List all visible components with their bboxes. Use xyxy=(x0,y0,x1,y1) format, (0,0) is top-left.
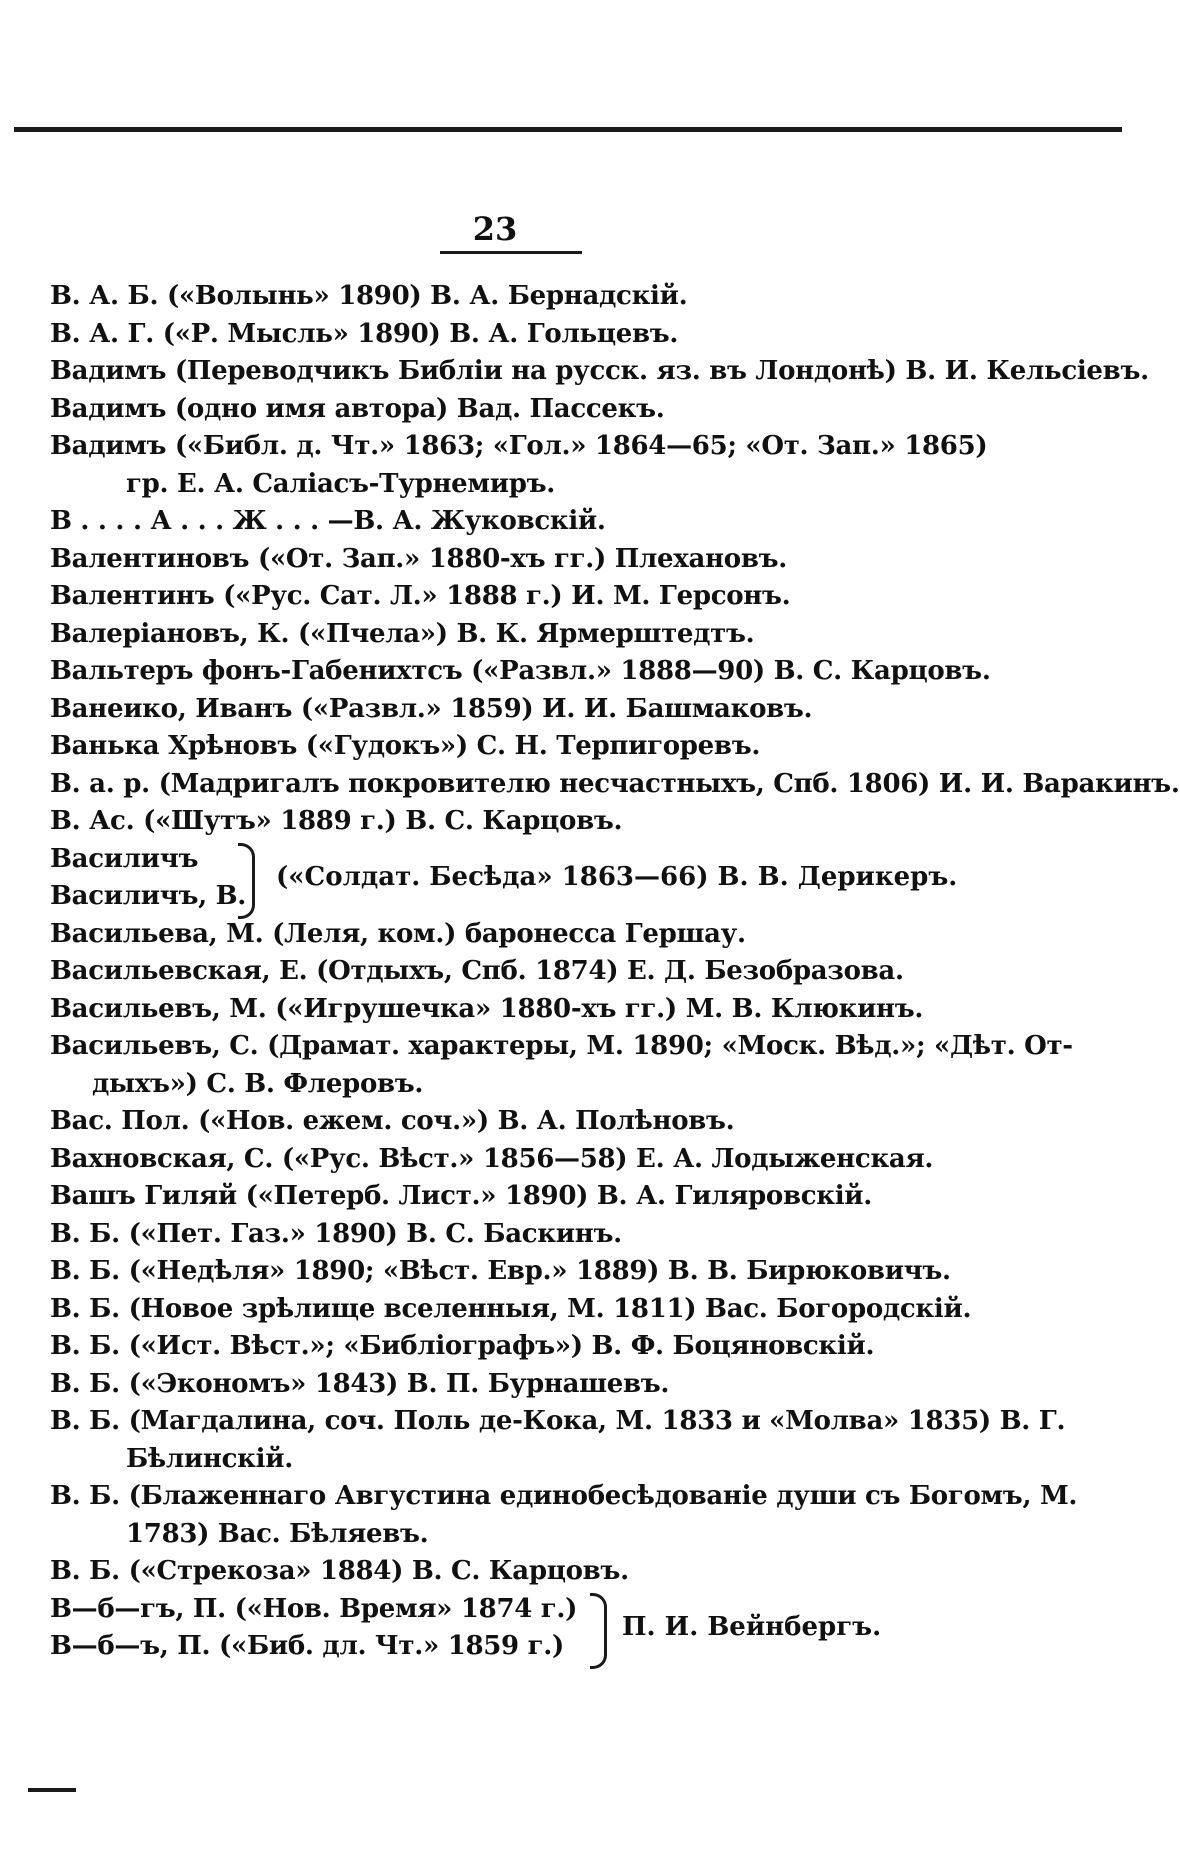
entry: В—б—ъ, П. («Биб. дл. Чт.» 1859 г.) xyxy=(50,1631,564,1661)
entry: Васильевъ, М. («Игрушечка» 1880-хъ гг.) М. В. Клюкинъ. xyxy=(50,993,924,1024)
entry: Ванеико, Иванъ («Развл.» 1859) И. И. Башмаковъ. xyxy=(50,693,813,724)
entry: Вахновская, С. («Рус. Вѣст.» 1856—58) Е. А. Лодыженская. xyxy=(50,1143,934,1174)
entry: Вашъ Гиляй («Петерб. Лист.» 1890) В. А. Гиляровскій. xyxy=(50,1181,873,1211)
entry-continuation: гр. Е. А. Саліасъ-Турнемиръ. xyxy=(126,468,555,499)
entry: Василичъ xyxy=(50,843,199,874)
brace-icon xyxy=(590,1593,607,1669)
entry: В. Б. («Недѣля» 1890; «Вѣст. Евр.» 1889) В. В. Бирюковичъ. xyxy=(50,1256,951,1286)
entry: Василичъ, В. xyxy=(50,881,247,911)
entry-continuation: Бѣлинскій. xyxy=(126,1443,293,1474)
entry: Вадимъ (Переводчикъ Библіи на русск. яз. въ Лондонѣ) В. И. Кельсіевъ. xyxy=(50,356,1149,386)
entry: Ванька Хрѣновъ («Гудокъ») С. Н. Терпигоревъ. xyxy=(50,731,761,761)
entry: В—б—гъ, П. («Нов. Время» 1874 г.) xyxy=(50,1593,578,1624)
entry: Валеріановъ, К. («Пчела») В. К. Ярмерштедтъ. xyxy=(50,618,755,649)
entry: Васильевская, Е. (Отдыхъ, Спб. 1874) Е. Д. Безобразова. xyxy=(50,956,904,986)
entry: Васильевъ, С. (Драмат. характеры, М. 1890; «Моск. Вѣд.»; «Дѣт. От- xyxy=(50,1031,1073,1061)
entry-continuation: дыхъ») С. В. Флеровъ. xyxy=(92,1068,424,1099)
brace-group-names xyxy=(50,1591,610,1666)
entry: В. Б. (Блаженнаго Августина единобесѣдованіе души съ Богомъ, М. xyxy=(50,1481,1078,1511)
entry-continuation: 1783) Вас. Бѣляевъ. xyxy=(126,1518,429,1549)
entry-list xyxy=(50,278,1180,1666)
entry: В. Б. (Магдалина, соч. Поль де-Кока, М. 1833 и «Молва» 1835) В. Г. xyxy=(50,1406,1066,1436)
page-number: 23 xyxy=(472,210,518,248)
brace-group-names xyxy=(50,841,310,916)
entry: В. Б. («Стрекоза» 1884) В. С. Карцовъ. xyxy=(50,1556,629,1586)
entry: В . . . . А . . . Ж . . . —В. А. Жуковскій. xyxy=(50,506,606,536)
entry: В. А. Г. («Р. Мысль» 1890) В. А. Гольцевъ. xyxy=(50,318,679,349)
entry: Валентинъ («Рус. Сат. Л.» 1888 г.) И. М. Герсонъ. xyxy=(50,581,791,611)
entry: Вальтеръ фонъ-Габенихтсъ («Развл.» 1888—90) В. С. Карцовъ. xyxy=(50,656,991,686)
entry: В. Б. («Ист. Вѣст.»; «Библіографъ») В. Ф. Боцяновскій. xyxy=(50,1331,875,1361)
top-rule xyxy=(14,127,1122,132)
entry: В. Б. («Пет. Газ.» 1890) В. С. Баскинъ. xyxy=(50,1218,622,1249)
entry: В. Б. (Новое зрѣлище вселенныя, М. 1811) Вас. Богородскій. xyxy=(50,1293,972,1324)
entry: Валентиновъ («От. Зап.» 1880-хъ гг.) Плехановъ. xyxy=(50,543,787,574)
bottom-mark xyxy=(28,1788,76,1792)
entry: Вадимъ (одно имя автора) Вад. Пассекъ. xyxy=(50,393,665,424)
entry: В. А. Б. («Волынь» 1890) В. А. Бернадскій. xyxy=(50,281,688,311)
brace-group-vasilich xyxy=(50,841,970,916)
brace-group-target: П. И. Вейнбергъ. xyxy=(622,1611,882,1642)
entry: Вас. Пол. («Нов. ежем. соч.») В. А. Полѣновъ. xyxy=(50,1106,735,1136)
entry: Вадимъ («Библ. д. Чт.» 1863; «Гол.» 1864—65; «От. Зап.» 1865) xyxy=(50,431,988,461)
entry: В. а. р. (Мадригалъ покровителю несчастныхъ, Спб. 1806) И. И. Варакинъ. xyxy=(50,768,1180,799)
entry: В. Б. («Экономъ» 1843) В. П. Бурнашевъ. xyxy=(50,1368,670,1399)
entry: Васильева, М. (Леля, ком.) баронесса Гершау. xyxy=(50,918,746,949)
entry: В. Ас. («Шутъ» 1889 г.) В. С. Карцовъ. xyxy=(50,806,623,836)
brace-group-veinberg xyxy=(50,1591,970,1666)
brace-group-target: («Солдат. Бесѣда» 1863—66) В. В. Дерикеръ. xyxy=(276,861,958,892)
page-number-underline xyxy=(440,251,582,254)
brace-icon xyxy=(238,843,255,919)
